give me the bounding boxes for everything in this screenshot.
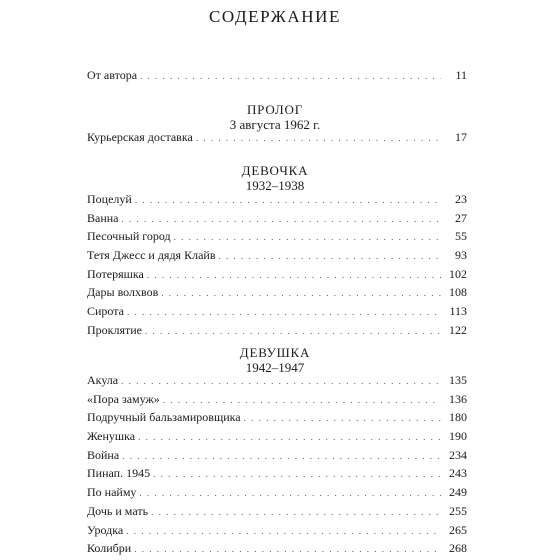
toc-entry[interactable] — [87, 68, 467, 87]
section-heading-girl — [0, 163, 550, 193]
toc-young-woman-list — [87, 373, 467, 560]
toc-entry-page: 190 — [449, 429, 467, 444]
toc-entry[interactable] — [87, 523, 467, 542]
toc-entry[interactable] — [87, 267, 467, 286]
toc-entry[interactable] — [87, 541, 467, 560]
toc-girl-list — [87, 192, 467, 342]
toc-entry[interactable] — [87, 229, 467, 248]
toc-entry[interactable] — [87, 466, 467, 485]
toc-entry-label: Война — [87, 447, 120, 462]
toc-entry-label: Дочь и мать — [87, 503, 149, 518]
toc-entry-label: Акула — [87, 373, 119, 387]
toc-entry-label: По найму — [87, 485, 137, 500]
toc-entry-label: «Пора замуж» — [87, 391, 160, 406]
section-name: ПРОЛОГ — [246, 102, 304, 117]
toc-entry-page: 249 — [449, 485, 467, 500]
toc-entry-page: 108 — [449, 285, 467, 300]
toc-entry-label: Подручный бальзамировщика — [87, 410, 241, 425]
toc-entry-label: Курьерская доставка — [87, 130, 193, 144]
toc-entry[interactable] — [87, 130, 467, 149]
toc-leader-dots — [138, 432, 441, 442]
toc-entry[interactable] — [87, 392, 467, 411]
toc-entry[interactable] — [87, 410, 467, 429]
toc-leader-dots — [122, 451, 441, 461]
toc-leader-dots — [122, 214, 442, 224]
toc-entry-label: Ванна — [87, 210, 119, 225]
toc-entry-label: Дары волхвов — [87, 285, 159, 300]
toc-entry-page: 136 — [449, 391, 467, 406]
toc-prologue-list — [87, 130, 467, 149]
toc-entry-page: 17 — [455, 130, 467, 144]
toc-entry-page: 27 — [455, 210, 467, 225]
toc-entry-page: 265 — [449, 522, 467, 537]
toc-intro-list — [87, 68, 467, 87]
toc-entry-page: 11 — [455, 68, 467, 82]
section-subtitle: 1942–1947 — [245, 360, 305, 375]
toc-entry-page: 122 — [449, 322, 467, 337]
toc-entry-label: От автора — [87, 68, 138, 82]
toc-entry-label: Потеряшка — [87, 266, 144, 281]
toc-leader-dots — [218, 251, 441, 261]
toc-entry-page: 180 — [449, 410, 467, 425]
toc-leader-dots — [161, 288, 441, 298]
toc-leader-dots — [163, 395, 441, 405]
toc-leader-dots — [134, 544, 441, 554]
toc-entry-label: Тетя Джесс и дядя Клайв — [87, 248, 216, 263]
section-heading-young-woman — [0, 345, 550, 375]
toc-entry[interactable] — [87, 373, 467, 392]
toc-entry-label: Женушка — [87, 429, 136, 444]
toc-entry-page: 243 — [449, 466, 467, 481]
toc-entry-label: Проклятие — [87, 322, 142, 337]
toc-entry[interactable] — [87, 448, 467, 467]
section-name: ДЕВОЧКА — [241, 163, 309, 178]
toc-leader-dots — [244, 413, 441, 423]
toc-entry[interactable] — [87, 211, 467, 230]
section-subtitle: 1932–1938 — [245, 178, 305, 193]
toc-entry-page: 113 — [449, 304, 467, 319]
toc-entry-page: 234 — [449, 447, 467, 462]
section-heading-prologue — [0, 102, 550, 132]
section-subtitle: 3 августа 1962 г. — [229, 117, 321, 132]
toc-entry[interactable] — [87, 485, 467, 504]
toc-leader-dots — [140, 71, 441, 81]
toc-entry[interactable] — [87, 429, 467, 448]
toc-entry-page: 135 — [449, 373, 467, 387]
toc-entry[interactable] — [87, 285, 467, 304]
toc-entry[interactable] — [87, 192, 467, 211]
toc-entry-page: 93 — [455, 248, 467, 263]
section-name: ДЕВУШКА — [239, 345, 311, 360]
toc-entry-label: Колибри — [87, 541, 132, 556]
toc-entry-page: 102 — [449, 266, 467, 281]
toc-leader-dots — [139, 488, 441, 498]
toc-leader-dots — [121, 376, 441, 386]
toc-leader-dots — [145, 326, 441, 336]
toc-entry[interactable] — [87, 323, 467, 342]
toc-leader-dots — [196, 133, 441, 143]
toc-entry-label: Песочный город — [87, 229, 171, 244]
toc-leader-dots — [135, 195, 441, 205]
toc-entry[interactable] — [87, 304, 467, 323]
toc-leader-dots — [151, 507, 441, 517]
toc-entry-label: Пинап. 1945 — [87, 466, 151, 481]
toc-entry-page: 255 — [449, 503, 467, 518]
toc-entry-label: Уродка — [87, 522, 124, 537]
page-title: СОДЕРЖАНИЕ — [208, 7, 342, 26]
toc-entry-label: Поцелуй — [87, 192, 132, 206]
toc-entry[interactable] — [87, 504, 467, 523]
toc-leader-dots — [153, 469, 441, 479]
toc-entry-page: 268 — [449, 541, 467, 556]
toc-leader-dots — [127, 307, 441, 317]
toc-leader-dots — [174, 232, 441, 242]
toc-leader-dots — [147, 270, 441, 280]
toc-leader-dots — [126, 526, 441, 536]
toc-entry-page: 23 — [455, 192, 467, 206]
toc-entry[interactable] — [87, 248, 467, 267]
toc-entry-page: 55 — [455, 229, 467, 244]
toc-entry-label: Сирота — [87, 304, 124, 319]
